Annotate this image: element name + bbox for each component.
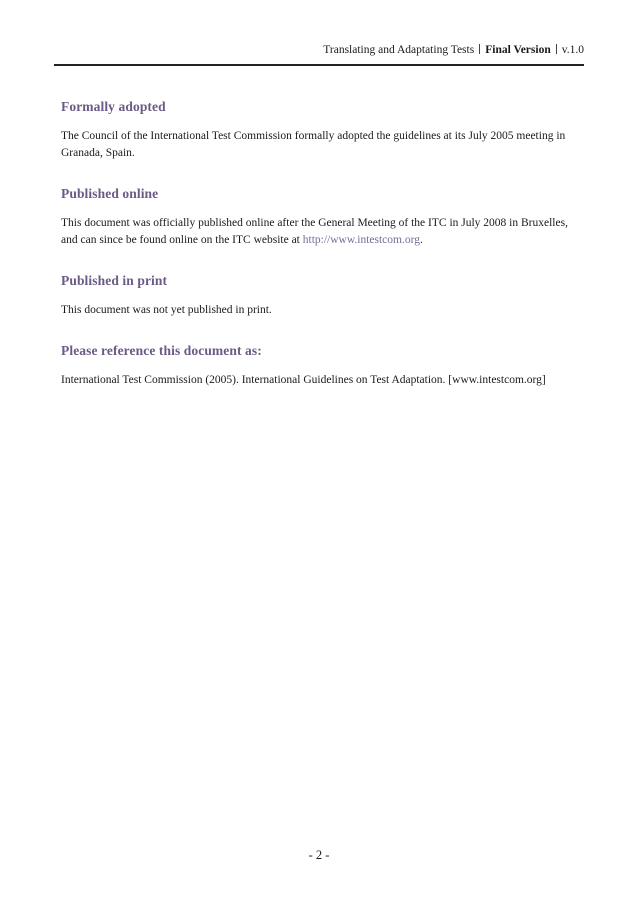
section-heading: Published in print bbox=[61, 273, 168, 288]
header-version-number: v.1.0 bbox=[561, 44, 584, 56]
section-heading: Formally adopted bbox=[61, 99, 166, 114]
header-title: Translating and Adaptating Tests bbox=[323, 44, 475, 56]
itc-website-link[interactable]: http://www.intestcom.org bbox=[302, 234, 420, 246]
header-version-label: Final Version bbox=[485, 44, 551, 56]
page-number: - 2 - bbox=[308, 848, 330, 862]
header-separator bbox=[556, 44, 557, 54]
section-text: The Council of the International Test Commission formally adopted the guidelines at its July 2005 meeting in Granada, Spain. bbox=[61, 130, 566, 159]
section-heading: Please reference this document as: bbox=[61, 343, 262, 358]
section-heading: Published online bbox=[61, 186, 159, 201]
section-text: International Test Commission (2005). International Guidelines on Test Adaptation. [www.intestcom.org] bbox=[61, 374, 546, 386]
section-text-after: . bbox=[419, 234, 423, 246]
section-reference bbox=[61, 343, 578, 389]
section-text: This document was not yet published in print. bbox=[61, 304, 272, 316]
section-text bbox=[61, 215, 578, 249]
section-published-in-print bbox=[61, 273, 578, 319]
section-formally-adopted bbox=[61, 99, 578, 162]
page-header bbox=[54, 40, 584, 66]
document-body bbox=[61, 99, 578, 413]
header-separator bbox=[479, 44, 480, 54]
section-text-before: This document was officially published online after the General Meeting of the ITC in July 2008 in Bruxelles, and can since be found online on the ITC website at bbox=[61, 217, 568, 246]
section-published-online bbox=[61, 186, 578, 249]
